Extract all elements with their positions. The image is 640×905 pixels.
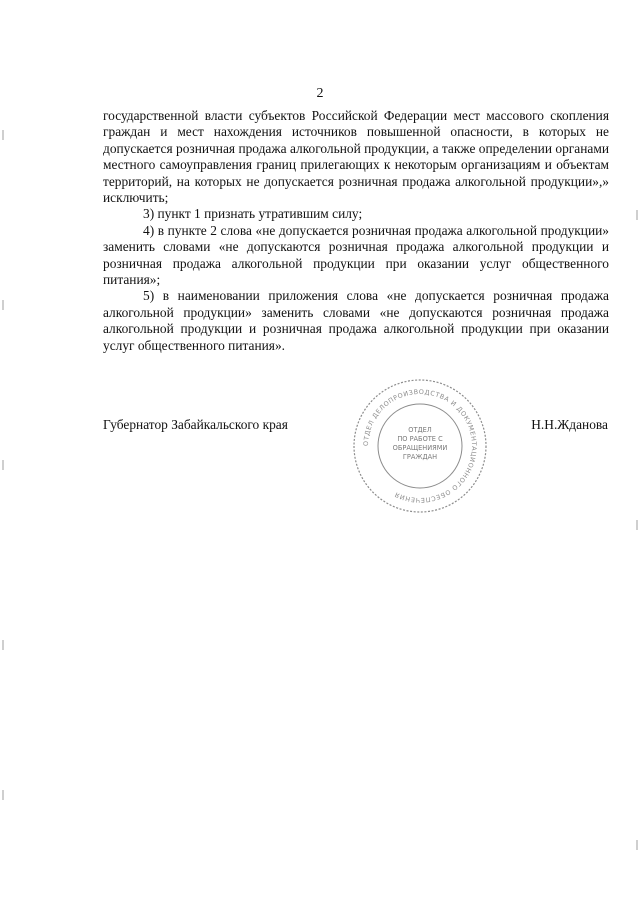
page-number: 2 bbox=[316, 86, 324, 101]
paragraph-item-5: 5) в наименовании приложения слова «не допускается розничная продажа алкогольной продукции» заменить словами «не допускаются розничная продажа алкогольной продукции и розничная продажа алкогольной продукции при оказании услуг общественного питания». bbox=[103, 288, 609, 353]
stamp-line-3: ОБРАЩЕНИЯМИ bbox=[392, 444, 448, 452]
paragraph-item-3: 3) пункт 1 признать утратившим силу; bbox=[143, 206, 363, 222]
stamp-line-4: ГРАЖДАН bbox=[402, 453, 438, 461]
paragraph-continuation: государственной власти субъектов Российской Федерации мест массового скопления граждан и мест нахождения источников повышенной опасности, в которых не допускается розничная продажа алкогольной продукции, а также определении органами местного самоуправления границ прилегающих к некоторым организациям и объектам территорий, на которых не допускается розничная продажа алкогольной продукции»,» исключить; bbox=[103, 108, 609, 206]
document-body bbox=[103, 108, 609, 354]
signatory-title: Губернатор Забайкальского края bbox=[103, 417, 288, 432]
scan-edge-right bbox=[634, 0, 640, 905]
official-stamp-seal bbox=[350, 376, 490, 516]
stamp-line-1: ОТДЕЛ bbox=[408, 426, 432, 434]
scan-edge-left bbox=[0, 0, 6, 905]
stamp-outer-text: ОТДЕЛ ДЕЛОПРОИЗВОДСТВА И ДОКУМЕНТАЦИОННОГО ОБЕСПЕЧЕНИЯ bbox=[361, 387, 479, 505]
paragraph-item-4: 4) в пункте 2 слова «не допускается розничная продажа алкогольной продукции» заменить словами «не допускаются розничная продажа алкогольной продукции и розничная продажа алкогольной продукции при оказании услуг общественного питания»; bbox=[103, 222, 609, 288]
signatory-name: Н.Н.Жданова bbox=[531, 417, 608, 432]
stamp-line-2: ПО РАБОТЕ С bbox=[397, 435, 443, 443]
